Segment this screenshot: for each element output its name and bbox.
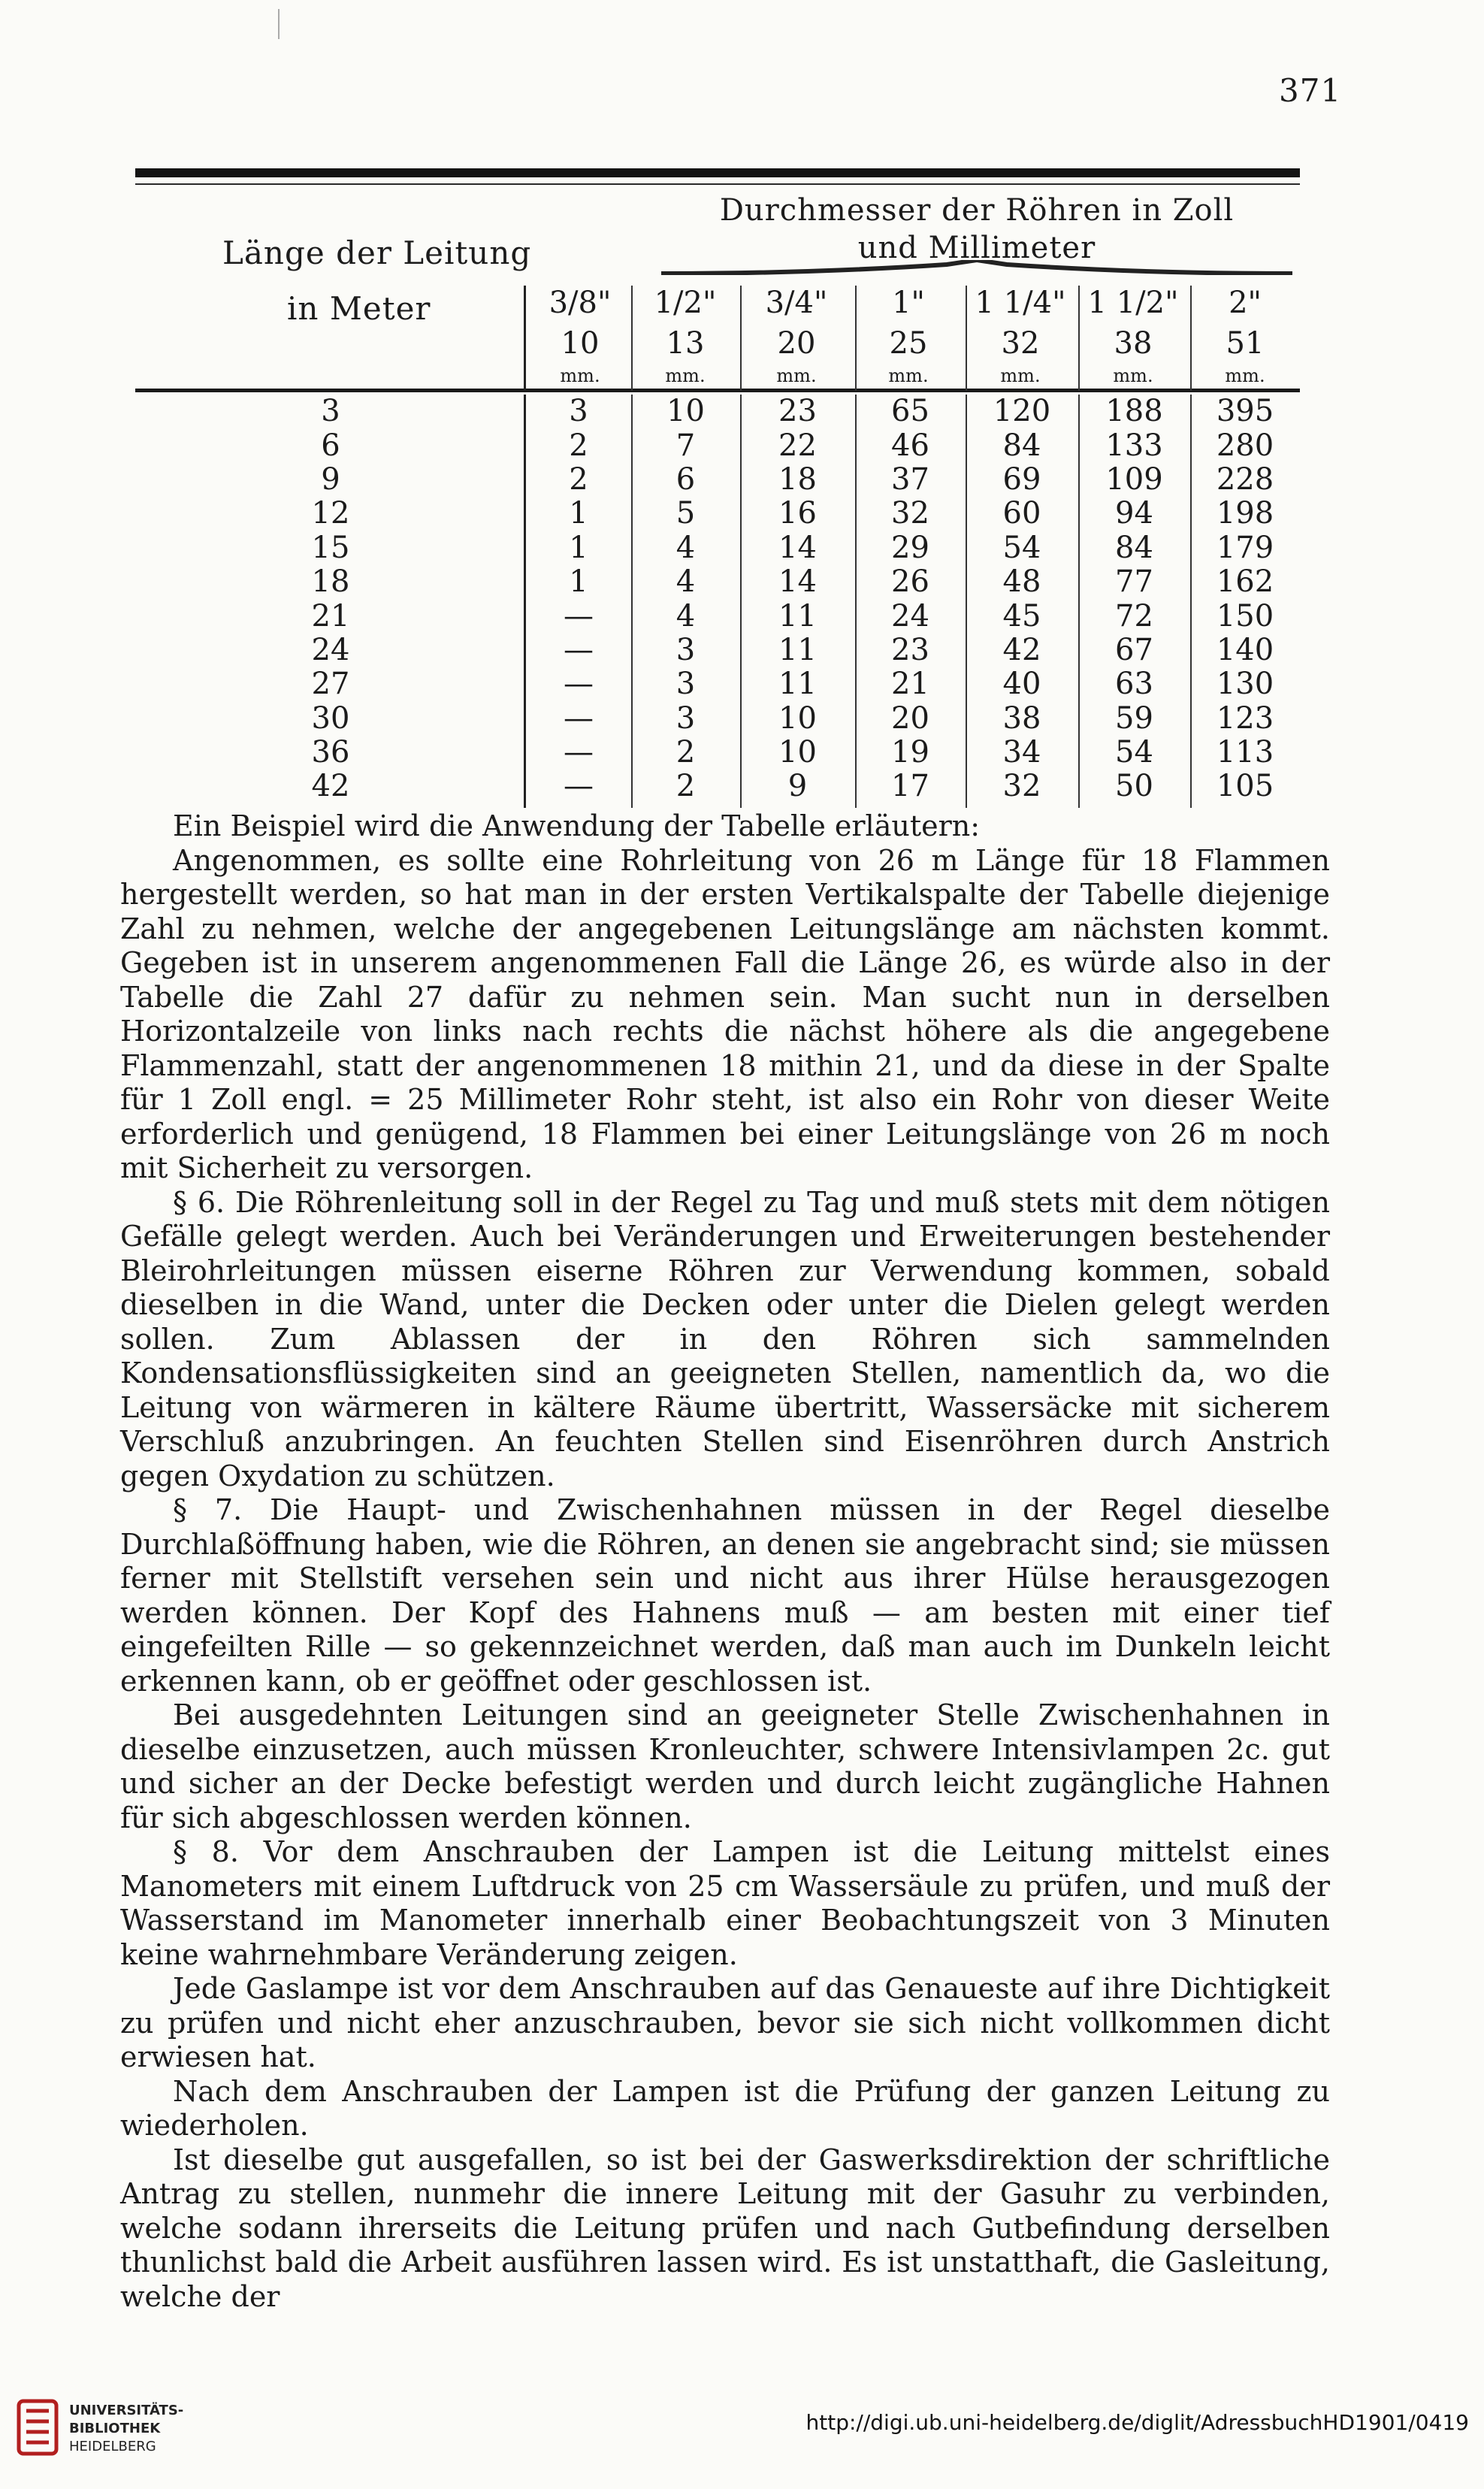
flame-count-cell: 19 [891, 735, 929, 770]
column-divider [966, 286, 967, 391]
flame-count-cell: 109 [1105, 461, 1163, 497]
flame-count-cell: 94 [1115, 496, 1153, 531]
flame-count-cell: 10 [778, 735, 817, 770]
flame-count-cell: 14 [778, 564, 817, 600]
flame-count-cell: 6 [676, 461, 696, 497]
table-row [135, 428, 1300, 462]
flame-count-cell: 4 [676, 598, 696, 634]
column-divider [740, 286, 742, 391]
table-row [135, 667, 1300, 701]
flame-count-cell: 42 [1002, 632, 1041, 667]
flame-count-cell: — [564, 700, 594, 736]
flame-count-cell: 3 [676, 667, 696, 702]
column-divider [1190, 286, 1192, 391]
flame-count-cell: 10 [666, 394, 705, 429]
flame-count-cell: 54 [1002, 530, 1041, 565]
page-number: 371 [1279, 72, 1342, 109]
length-cell: 36 [311, 735, 350, 770]
paragraph: Bei ausgedehnten Leitungen sind an geeigneter Stelle Zwischenhahnen in dieselbe einzusetzen, auch müssen Kronleuchter, schwere Intensivlampen 2c. gut und sicher an der Decke befestigt werden und durch leicht zugängliche Hahnen für sich abgeschlossen werden können. [120, 1698, 1330, 1834]
column-mm-value: 13 [666, 326, 705, 361]
pipe-table [135, 395, 1300, 804]
flame-count-cell: — [564, 632, 594, 667]
flame-count-cell: 179 [1216, 530, 1274, 565]
column-unit: mm. [1225, 365, 1265, 386]
flame-count-cell: 84 [1002, 428, 1041, 463]
column-mm-value: 10 [561, 326, 600, 361]
flame-count-cell: 198 [1216, 496, 1274, 531]
flame-count-cell: 120 [993, 394, 1051, 429]
paragraph: § 6. Die Röhrenleitung soll in der Regel zu Tag und muß stets mit dem nötigen Gefälle gelegt werden. Auch bei Veränderungen und Erweiterungen bestehender Bleirohrleitungen müssen eiserne Röhren zur Verwendung kommen, sobald dieselben in die Wand, unter die Decken oder unter die Dielen gelegt werden sollen. Zum Ablassen der in den Röhren sich sammelnden Kondensationsflüssigkeiten sind an geeigneten Stellen, namentlich da, wo die Leitung von wärmeren in kältere Räume übertritt, Wassersäcke mit sicherem Verschluß anzubringen. An feuchten Stellen sind Eisenröhren durch Anstrich gegen Oxydation zu schützen. [120, 1185, 1330, 1492]
flame-count-cell: 40 [1002, 667, 1041, 702]
table-header-rule [135, 389, 1300, 392]
flame-count-cell: 5 [676, 496, 696, 531]
paragraph: Nach dem Anschrauben der Lampen ist die Prüfung der ganzen Leitung zu wiederholen. [120, 2074, 1330, 2142]
column-unit: mm. [560, 365, 600, 386]
flame-count-cell: 123 [1216, 700, 1274, 736]
flame-count-cell: 32 [891, 496, 929, 531]
source-url[interactable]: http://digi.ub.uni-heidelberg.de/diglit/AdressbuchHD1901/0419 [805, 2410, 1469, 2435]
row-header-line2: in Meter [287, 290, 431, 327]
length-cell: 6 [321, 428, 340, 463]
flame-count-cell: 45 [1002, 598, 1041, 634]
flame-count-cell: 20 [891, 700, 929, 736]
flame-count-cell: 67 [1115, 632, 1153, 667]
flame-count-cell: 3 [676, 632, 696, 667]
flame-count-cell: 140 [1216, 632, 1274, 667]
flame-count-cell: 48 [1002, 564, 1041, 600]
length-cell: 21 [311, 598, 350, 634]
column-divider [855, 395, 857, 808]
flame-count-cell: 130 [1216, 667, 1274, 702]
flame-count-cell: 14 [778, 530, 817, 565]
column-inch-header: 2" [1229, 286, 1262, 320]
flame-count-cell: — [564, 667, 594, 702]
column-divider [631, 395, 633, 808]
flame-count-cell: 65 [891, 394, 929, 429]
flame-count-cell: 11 [778, 667, 817, 702]
flame-count-cell: 2 [569, 461, 588, 497]
flame-count-cell: 7 [676, 428, 696, 463]
flame-count-cell: 162 [1216, 564, 1274, 600]
flame-count-cell: 2 [676, 735, 696, 770]
column-divider [631, 286, 633, 391]
table-row [135, 395, 1300, 428]
paragraph: Ist dieselbe gut ausgefallen, so ist bei der Gaswerksdirektion der schriftliche Antrag zu stellen, nunmehr die innere Leitung mit der Gasuhr zu verbinden, welche sodann ihrerseits die Leitung prüfen und nach Gutbefindung derselben thunlichst bald die Arbeit ausführen lassen wird. Es ist unstatthaft, die Gasleitung, welche der [120, 2143, 1330, 2313]
length-cell: 3 [321, 394, 340, 429]
flame-count-cell: 38 [1002, 700, 1041, 736]
flame-count-cell: 21 [891, 667, 929, 702]
column-inch-header: 1" [892, 286, 925, 320]
flame-count-cell: 1 [569, 564, 588, 600]
length-cell: 18 [311, 564, 350, 600]
column-mm-value: 25 [889, 326, 928, 361]
length-cell: 9 [321, 461, 340, 497]
flame-count-cell: 24 [891, 598, 929, 634]
flame-count-cell: 63 [1115, 667, 1153, 702]
column-unit: mm. [776, 365, 817, 386]
row-header-line1: Länge der Leitung [222, 234, 532, 271]
flame-count-cell: 113 [1216, 735, 1274, 770]
column-divider [1078, 395, 1080, 808]
column-mm-value: 38 [1114, 326, 1153, 361]
flame-count-cell: — [564, 735, 594, 770]
flame-count-cell: 1 [569, 530, 588, 565]
length-cell: 12 [311, 496, 350, 531]
flame-count-cell: 60 [1002, 496, 1041, 531]
flame-count-cell: 3 [569, 394, 588, 429]
table-top-thin-rule [135, 183, 1300, 185]
column-unit: mm. [888, 365, 929, 386]
library-name [69, 2402, 183, 2456]
length-cell: 27 [311, 667, 350, 702]
flame-count-cell: 54 [1115, 735, 1153, 770]
length-cell: 42 [311, 769, 350, 804]
paragraph: Ein Beispiel wird die Anwendung der Tabelle erläutern: [173, 809, 981, 842]
column-divider [740, 395, 742, 808]
flame-count-cell: 32 [1002, 769, 1041, 804]
flame-count-cell: 77 [1115, 564, 1153, 600]
flame-count-cell: 23 [778, 394, 817, 429]
length-cell: 24 [311, 632, 350, 667]
flame-count-cell: 11 [778, 632, 817, 667]
flame-count-cell: 105 [1216, 769, 1274, 804]
column-divider [1078, 286, 1080, 391]
library-logo-icon [15, 2397, 60, 2457]
flame-count-cell: 59 [1115, 700, 1153, 736]
table-row [135, 634, 1300, 667]
table-row [135, 463, 1300, 497]
flame-count-cell: 188 [1105, 394, 1163, 429]
table-row [135, 599, 1300, 633]
column-inch-header: 1 1/4" [975, 286, 1066, 320]
length-cell: 15 [311, 530, 350, 565]
flame-count-cell: 228 [1216, 461, 1274, 497]
flame-count-cell: 29 [891, 530, 929, 565]
column-unit: mm. [1000, 365, 1041, 386]
flame-count-cell: 69 [1002, 461, 1041, 497]
flame-count-cell: 50 [1115, 769, 1153, 804]
row-header-divider [524, 395, 526, 808]
flame-count-cell: — [564, 598, 594, 634]
flame-count-cell: 2 [569, 428, 588, 463]
table-row [135, 770, 1300, 803]
column-caption-line2: und Millimeter [857, 231, 1096, 265]
flame-count-cell: 10 [778, 700, 817, 736]
table-top-rule [135, 168, 1300, 177]
column-inch-header: 3/8" [549, 286, 612, 320]
column-inch-header: 3/4" [765, 286, 828, 320]
caption-brace [661, 260, 1292, 275]
scan-mark [278, 9, 280, 39]
flame-count-cell: 18 [778, 461, 817, 497]
flame-count-cell: 26 [891, 564, 929, 600]
table-row [135, 736, 1300, 770]
flame-count-cell: 9 [787, 769, 808, 804]
column-divider [1190, 395, 1192, 808]
flame-count-cell: 133 [1105, 428, 1163, 463]
table-row [135, 565, 1300, 599]
paragraph: Jede Gaslampe ist vor dem Anschrauben auf das Genaueste auf ihre Dichtigkeit zu prüfen und nicht eher anzuschrauben, bevor sie sich nicht vollkommen dicht erwiesen hat. [120, 1972, 1330, 2073]
flame-count-cell: 16 [778, 496, 817, 531]
flame-count-cell: 3 [676, 700, 696, 736]
column-divider [966, 395, 967, 808]
flame-count-cell: 395 [1216, 394, 1274, 429]
paragraph: Angenommen, es sollte eine Rohrleitung von 26 m Länge für 18 Flammen hergestellt werden, so hat man in der ersten Vertikalspalte der Tabelle diejenige Zahl zu nehmen, welche der angegebenen Leitungslänge am nächsten kommt. Gegeben ist in unserem angenommenen Fall die Länge 26, es würde also in der Tabelle die Zahl 27 dafür zu nehmen sein. Man sucht nun in derselben Horizontalzeile von links nach rechts die nächst höhere als die angegebene Flammenzahl, statt der angenommenen 18 mithin 21, und da diese in der Spalte für 1 Zoll engl. = 25 Millimeter Rohr steht, ist also ein Rohr von dieser Weite erforderlich und genügend, 18 Flammen bei einer Leitungslänge von 26 m noch mit Sicherheit zu versorgen. [120, 843, 1330, 1184]
flame-count-cell: 72 [1115, 598, 1153, 634]
column-caption-line1: Durchmesser der Röhren in Zoll [719, 193, 1235, 228]
column-mm-value: 32 [1001, 326, 1040, 361]
table-row [135, 497, 1300, 531]
body-text [120, 809, 1330, 2314]
flame-count-cell: 280 [1216, 428, 1274, 463]
paragraph: § 8. Vor dem Anschrauben der Lampen ist die Leitung mittelst eines Manometers mit einem Luftdruck von 25 cm Wassersäule zu prüfen, und muß der Wasserstand im Manometer innerhalb einer Beobachtungszeit von 3 Minuten keine wahrnehmbare Veränderung zeigen. [120, 1835, 1330, 1971]
flame-count-cell: 46 [891, 428, 929, 463]
paragraph: § 7. Die Haupt- und Zwischenhahnen müssen in der Regel dieselbe Durchlaßöffnung haben, wie die Röhren, an denen sie angebracht sind; sie müssen ferner mit Stellstift versehen sein und nicht aus ihrer Hülse herausgezogen werden können. Der Kopf des Hahnens muß — am besten mit einer tief eingefeilten Rille — so gekennzeichnet werden, daß man auch im Dunkeln leicht erkennen kann, ob er geöffnet oder geschlossen ist. [120, 1493, 1330, 1698]
column-unit: mm. [665, 365, 706, 386]
column-inch-header: 1/2" [654, 286, 717, 320]
header-divider [524, 286, 526, 391]
flame-count-cell: 4 [676, 564, 696, 600]
library-line: BIBLIOTHEK [69, 2421, 161, 2436]
flame-count-cell: 84 [1115, 530, 1153, 565]
length-cell: 30 [311, 700, 350, 736]
column-divider [855, 286, 857, 391]
column-mm-value: 20 [777, 326, 816, 361]
flame-count-cell: 37 [891, 461, 929, 497]
table-row [135, 702, 1300, 736]
flame-count-cell: — [564, 769, 594, 804]
flame-count-cell: 2 [676, 769, 696, 804]
flame-count-cell: 34 [1002, 735, 1041, 770]
flame-count-cell: 150 [1216, 598, 1274, 634]
flame-count-cell: 22 [778, 428, 817, 463]
flame-count-cell: 11 [778, 598, 817, 634]
column-mm-value: 51 [1226, 326, 1265, 361]
flame-count-cell: 23 [891, 632, 929, 667]
column-unit: mm. [1113, 365, 1153, 386]
library-line: UNIVERSITÄTS- [69, 2403, 184, 2418]
column-inch-header: 1 1/2" [1087, 286, 1179, 320]
flame-count-cell: 17 [891, 769, 929, 804]
library-line: HEIDELBERG [69, 2439, 156, 2454]
flame-count-cell: 4 [676, 530, 696, 565]
flame-count-cell: 1 [569, 496, 588, 531]
table-row [135, 531, 1300, 565]
